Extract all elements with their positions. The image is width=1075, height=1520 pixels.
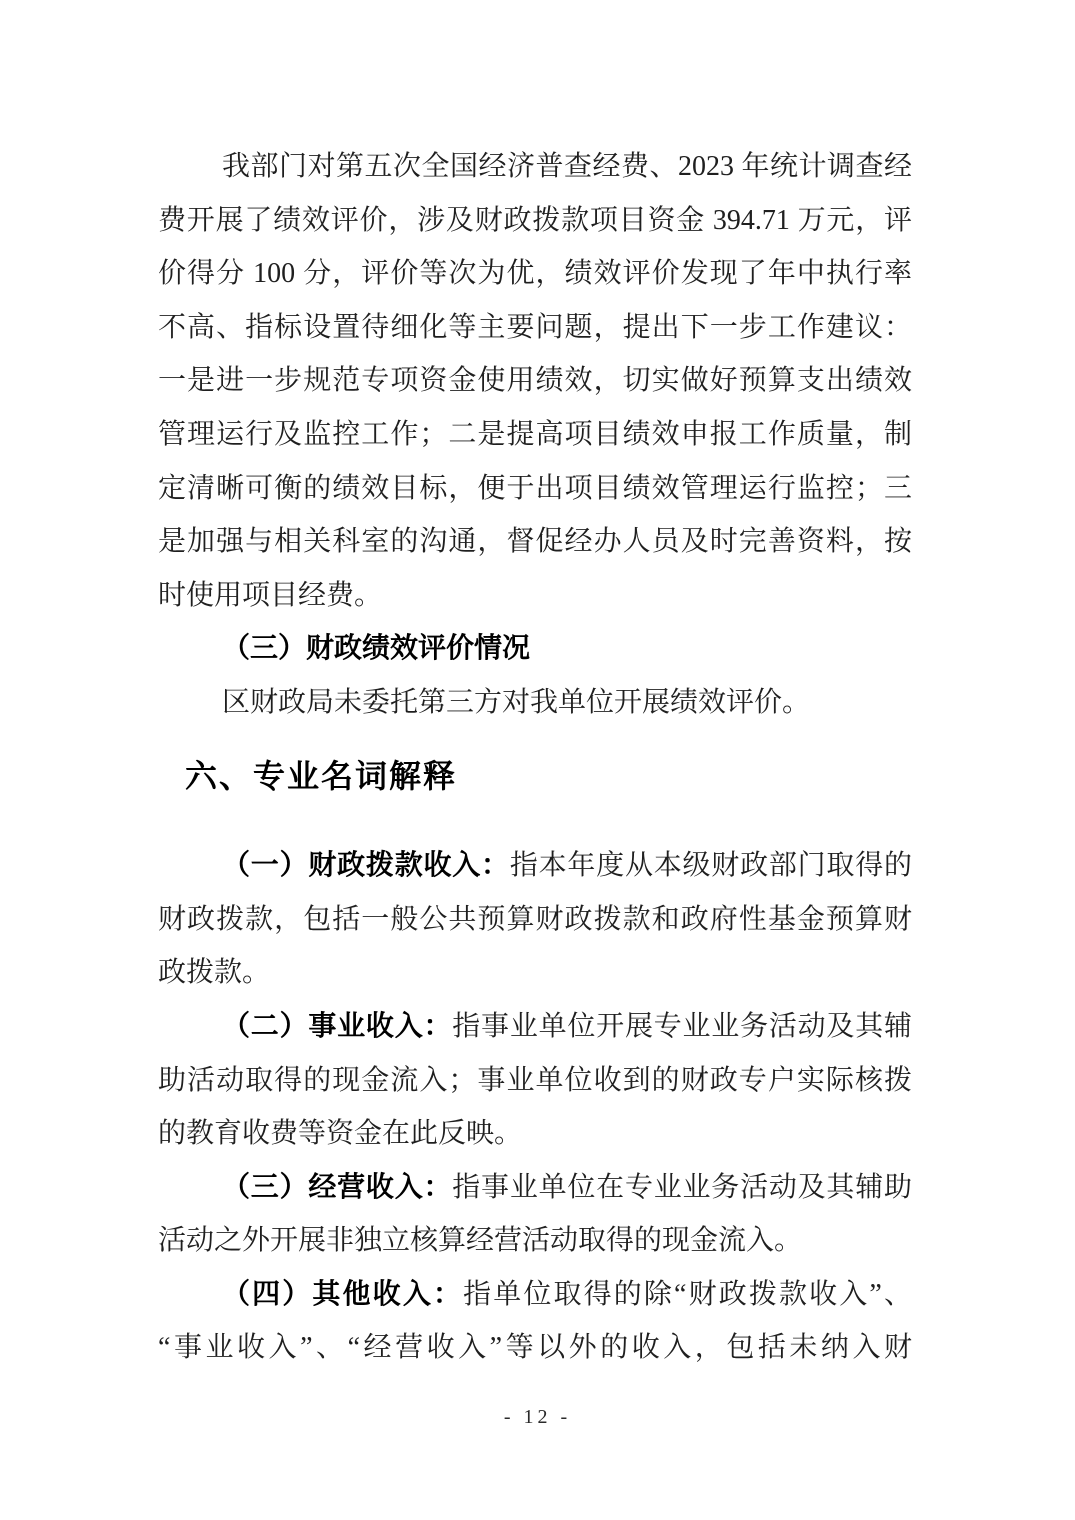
page-number: - 12 - bbox=[503, 1406, 572, 1428]
term-paragraph bbox=[158, 1161, 912, 1268]
term-definition: 指事业单位开展专业业务活动及其辅 bbox=[452, 1010, 912, 1042]
term-definition: 指本年度从本级财政部门取得的 bbox=[509, 850, 912, 882]
term-line bbox=[158, 839, 912, 893]
term-label: （二）事业收入： bbox=[222, 1010, 453, 1042]
term-line bbox=[158, 1268, 912, 1322]
body-line: 我部门对第五次全国经济普查经费、2023 年统计调查经 bbox=[222, 151, 912, 182]
subsection-heading-fiscal-performance: （三）财政绩效评价情况 bbox=[222, 633, 531, 665]
page-content bbox=[158, 140, 912, 1375]
body-line: 一是进一步规范专项资金使用绩效，切实做好预算支出绩效 bbox=[158, 365, 912, 397]
term-line: 活动之外开展非独立核算经营活动取得的现金流入。 bbox=[158, 1225, 803, 1257]
body-line: 管理运行及监控工作；二是提高项目绩效申报工作质量，制 bbox=[158, 418, 912, 450]
term-paragraph bbox=[158, 839, 912, 1000]
body-line: 时使用项目经费。 bbox=[158, 579, 383, 611]
term-paragraph bbox=[158, 1268, 912, 1375]
term-definition: 指单位取得的除“财政拨款收入”、 bbox=[463, 1278, 912, 1310]
term-line: 政拨款。 bbox=[158, 957, 271, 989]
body-line: 费开展了绩效评价，涉及财政拨款项目资金 394.71 万元，评 bbox=[158, 204, 912, 236]
term-definition: 指事业单位在专业业务活动及其辅助 bbox=[452, 1171, 912, 1203]
evaluation-note-paragraph: 区财政局未委托第三方对我单位开展绩效评价。 bbox=[222, 686, 811, 718]
term-label: （一）财政拨款收入： bbox=[222, 850, 510, 882]
section-heading-terms: 六、专业名词解释 bbox=[185, 757, 458, 794]
body-line: 是加强与相关科室的沟通，督促经办人员及时完善资料，按 bbox=[158, 526, 912, 558]
term-line: 的教育收费等资金在此反映。 bbox=[158, 1118, 523, 1150]
term-label: （三）经营收入： bbox=[222, 1171, 453, 1203]
term-line: 助活动取得的现金流入；事业单位收到的财政专户实际核拨 bbox=[158, 1064, 912, 1096]
term-label: （四）其他收入： bbox=[222, 1278, 464, 1310]
term-line: 财政拨款，包括一般公共预算财政拨款和政府性基金预算财 bbox=[158, 903, 912, 935]
body-line: 定清晰可衡的绩效目标，便于出项目绩效管理运行监控；三 bbox=[158, 472, 912, 504]
term-line: “事业收入”、“经营收入”等以外的收入，包括未纳入财 bbox=[158, 1332, 912, 1364]
opening-paragraph bbox=[158, 140, 912, 622]
term-line bbox=[158, 1161, 912, 1215]
body-line: 价得分 100 分，评价等次为优，绩效评价发现了年中执行率 bbox=[158, 258, 912, 290]
term-paragraph bbox=[158, 1000, 912, 1161]
term-line bbox=[158, 1000, 912, 1054]
body-line: 不高、指标设置待细化等主要问题，提出下一步工作建议： bbox=[158, 311, 912, 343]
